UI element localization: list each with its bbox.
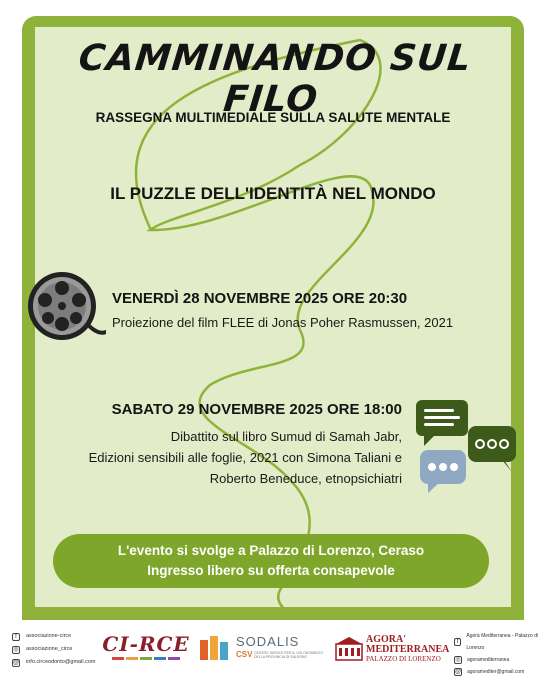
instagram-contact[interactable]: ◎ agoramediterranea [455, 657, 510, 663]
left-contacts [12, 630, 95, 669]
event-1-date: VENERDÌ 28 NOVEMBRE 2025 ORE 20:30 [112, 290, 408, 307]
film-reel-icon [26, 270, 106, 342]
event-2-description-line: Dibattito sul libro Sumud di Samah Jabr, [170, 429, 402, 444]
venue-line: L'evento si svolge a Palazzo di Lorenzo, Ceraso [117, 543, 425, 558]
event-2-description [30, 426, 402, 489]
email-contact[interactable]: @ info.circeodonto@gmail.com [13, 659, 96, 666]
event-1-description: Proiezione del film FLEE di Jonas Poher Rasmussen, 2021 [112, 315, 454, 330]
sodalis-mark-icon [198, 632, 230, 664]
palazzo-icon [334, 636, 364, 662]
facebook-icon: f [454, 638, 461, 646]
sodalis-logo: SODALIS CSV CENTRO SERVIZI PER IL VOLONTARIATO DELLA PROVINCIA DI SALERNO [198, 630, 330, 668]
poster-title: CAMMINANDO SUL FILO [76, 38, 474, 120]
circe-logo: CI-RCE [98, 632, 194, 668]
email-icon: @ [455, 669, 462, 675]
event-2-date: SABATO 29 NOVEMBRE 2025 ORE 18:00 [111, 401, 402, 418]
instagram-icon: ◎ [455, 657, 461, 663]
instagram-icon: ◎ [13, 646, 19, 653]
poster-subtitle: RASSEGNA MULTIMEDIALE SULLA SALUTE MENTALE [95, 110, 451, 125]
right-contacts [454, 630, 548, 677]
facebook-contact[interactable]: f associazione-circe [12, 630, 95, 643]
venue-info-banner [53, 534, 489, 588]
instagram-contact[interactable]: ◎ associazione_circe [13, 646, 73, 653]
agora-mediterranea-logo: AGORA' MEDITERRANEA PALAZZO DI LORENZO [334, 632, 450, 666]
email-contact[interactable]: @ agoramediter@gmail.com [455, 669, 525, 675]
facebook-icon: f [12, 633, 20, 641]
event-theme: IL PUZZLE DELL'IDENTITÀ NEL MONDO [110, 184, 436, 203]
facebook-contact[interactable]: f Agorà Mediterranea - Palazzo di Lorenzo [454, 630, 548, 654]
event-2-description-line: Edizioni sensibili alle foglie, 2021 con Simona Taliani e [88, 450, 402, 465]
entry-line: Ingresso libero su offerta consapevole [147, 563, 395, 578]
event-2-description-line: Roberto Beneduce, etnopsichiatri [209, 471, 402, 486]
email-icon: @ [13, 659, 20, 666]
chat-bubbles-icon [414, 398, 520, 494]
